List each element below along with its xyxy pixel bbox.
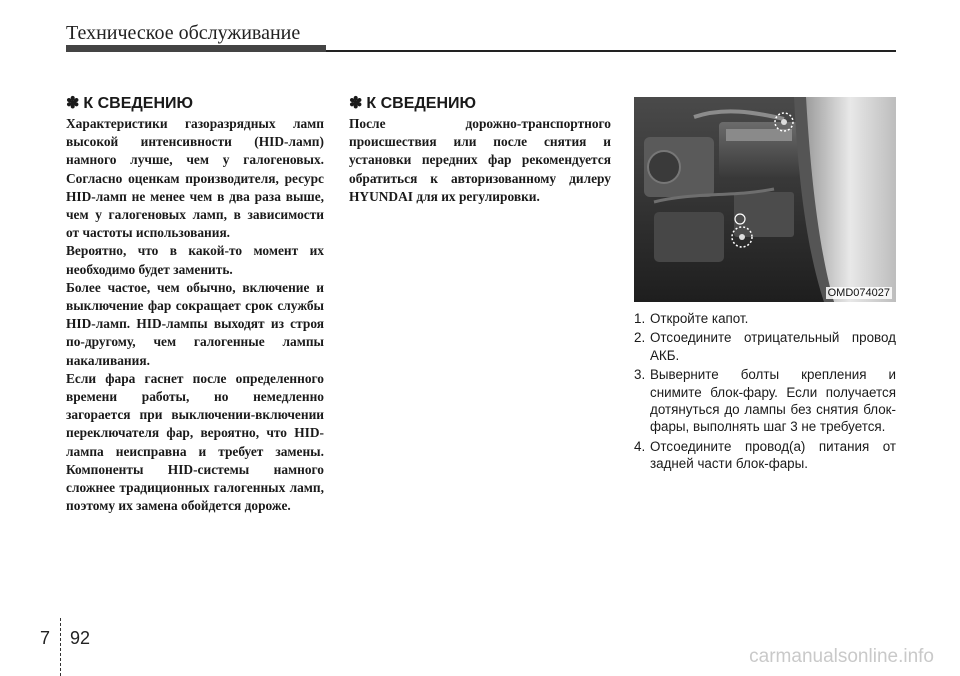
footer-separator xyxy=(60,618,61,676)
middle-info-note xyxy=(349,95,611,206)
footer-page-number: 92 xyxy=(70,628,91,648)
left-info-note xyxy=(66,95,324,515)
photo-caption: OMD074027 xyxy=(827,287,890,299)
step-number: 1. xyxy=(634,311,646,326)
left-note-heading xyxy=(66,95,324,113)
step-text: Выверните болты крепления и снимите блок-фару. Если получается дотянуться до лампы без снятия блок-фары, выполнять шаг 3 не требуется. xyxy=(650,367,896,435)
step-text: Откройте капот. xyxy=(650,311,749,326)
left-note-body xyxy=(66,115,324,515)
step-text: Отсоедините отрицательный провод АКБ. xyxy=(650,330,896,363)
step-number: 4. xyxy=(634,438,646,454)
header-rule-thick xyxy=(66,45,326,52)
left-note-paragraph: Характеристики газоразрядных ламп высокой интенсивности (HID-ламп) намного лучше, чем у галогеновых. Согласно оценкам производителя, ресурс HID-ламп не менее чем в два раза выше, чем у галогеновых ламп, в зависимости от частоты использования. xyxy=(66,116,324,241)
watermark-text: carmanualsonline.info xyxy=(749,646,934,667)
middle-note-body xyxy=(349,115,611,206)
procedure-steps xyxy=(634,310,896,475)
step-text: Отсоедините провод(а) питания от задней части блок-фары. xyxy=(650,438,896,472)
left-note-paragraph: Вероятно, что в какой-то момент их необходимо будет заменить. xyxy=(66,243,324,277)
step-number: 2. xyxy=(634,330,646,346)
engine-bay-photo xyxy=(634,97,896,302)
left-note-paragraph: Если фара гаснет после определенного времени работы, но немедленно загорается при выключении-включении переключателя фар, вероятно, что HID-лампа неисправна и требует замены. Компоненты HID-системы намного сложнее традиционных галогенных ламп, поэтому их замена обойдется дороже. xyxy=(66,370,324,514)
middle-note-paragraph: После дорожно-транспортного происшествия или после снятия и установки передних фар рекомендуется обратиться к авторизованному дилеру HYUNDAI для их регулировки. xyxy=(349,116,611,204)
note-star-icon: ✽ xyxy=(66,95,80,112)
middle-note-heading xyxy=(349,95,611,113)
step-item xyxy=(634,310,896,327)
note-star-icon: ✽ xyxy=(349,95,363,112)
header-rule-thin xyxy=(326,50,896,52)
left-note-paragraph: Более частое, чем обычно, включение и выключение фар сокращает срок службы HID-ламп. HID-лампы выходят из строя по-другому, чем галогенные лампы накаливания. xyxy=(66,279,324,368)
middle-note-heading-text: К СВЕДЕНИЮ xyxy=(366,95,477,112)
page-header-title: Техническое обслуживание xyxy=(66,22,301,44)
footer-chapter-number: 7 xyxy=(40,628,51,648)
left-note-heading-text: К СВЕДЕНИЮ xyxy=(83,95,194,112)
step-item xyxy=(634,438,896,473)
step-item xyxy=(634,329,896,364)
step-number: 3. xyxy=(634,367,646,383)
step-item xyxy=(634,366,896,436)
engine-bay-illustration xyxy=(634,97,896,302)
